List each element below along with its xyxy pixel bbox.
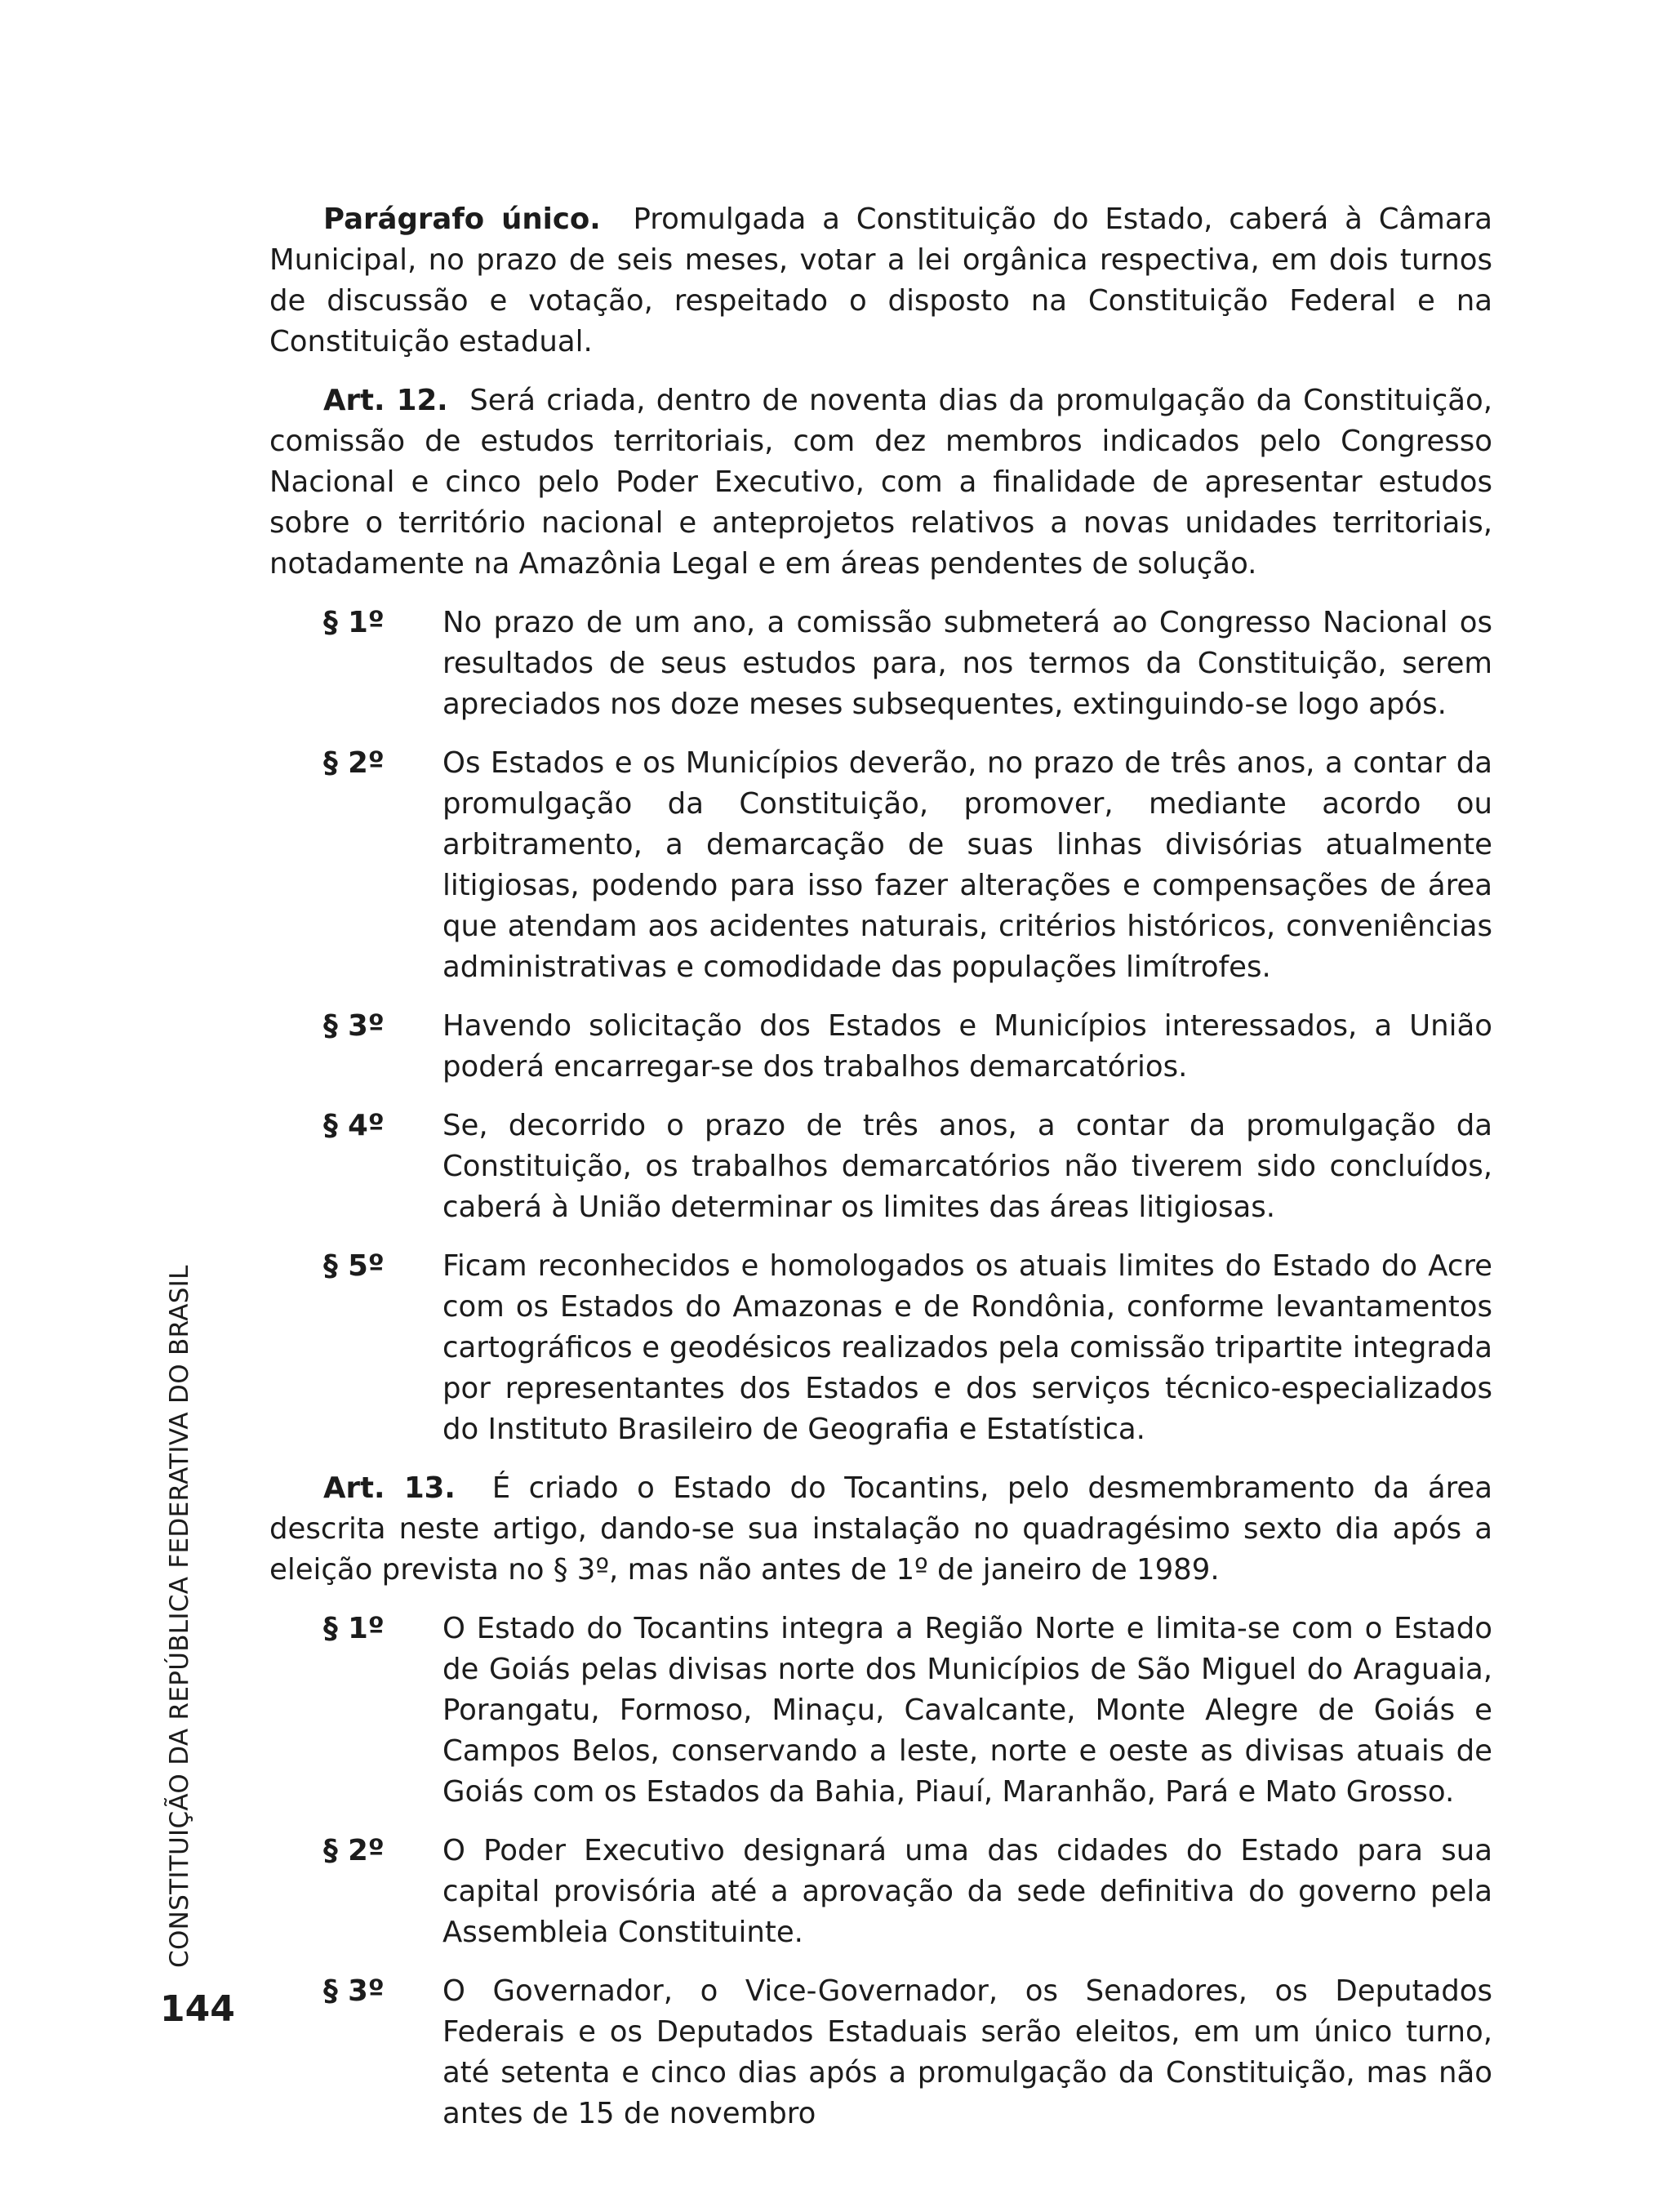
art-12-section-2 xyxy=(269,743,1492,988)
art-13-section-3 xyxy=(269,1971,1492,2134)
art-12-text: Será criada, dentro de noventa dias da promulgação da Constituição, comissão de estudos territoriais, com dez membros indicados pelo Congresso Nacional e cinco pelo Poder Executivo, com a finalidade de apresentar estudos sobre o território nacional e anteprojetos relativos a novas unidades territoriais, notadamente na Amazônia Legal e em áreas pendentes de solução. xyxy=(269,384,1492,581)
section-text: Os Estados e os Municípios deverão, no prazo de três anos, a contar da promulgação da Constituição, promover, mediante acordo ou arbitramento, a demarcação de suas linhas divisórias atualmente litigiosas, podendo para isso fazer alterações e compensações de área que atendam aos acidentes naturais, critérios históricos, conveniências administrativas e comodidade das populações limítrofes. xyxy=(442,746,1492,984)
section-label: § 2º xyxy=(323,1834,385,1867)
document-body xyxy=(269,199,1492,2152)
art-12-section-5 xyxy=(269,1246,1492,1450)
section-label: § 3º xyxy=(323,1009,385,1043)
paragrafo-unico-text: Promulgada a Constituição do Estado, caberá à Câmara Municipal, no prazo de seis meses, votar a lei orgânica respectiva, em dois turnos de discussão e votação, respeitado o disposto na Constituição Federal e na Constituição estadual. xyxy=(269,203,1492,358)
section-label: § 4º xyxy=(323,1109,385,1142)
section-text: Ficam reconhecidos e homologados os atuais limites do Estado do Acre com os Estados do Amazonas e de Rondônia, conforme levantamentos cartográficos e geodésicos realizados pela comissão tripartite integrada por representantes dos Estados e dos serviços técnico-especializados do Instituto Brasileiro de Geografia e Estatística. xyxy=(442,1249,1492,1446)
section-label: § 2º xyxy=(323,746,385,780)
page-number: 144 xyxy=(160,1988,235,2030)
paragrafo-unico xyxy=(269,199,1492,363)
art-13-text: É criado o Estado do Tocantins, pelo desmembramento da área descrita neste artigo, dando-se sua instalação no quadragésimo sexto dia após a eleição prevista no § 3º, mas não antes de 1º de janeiro de 1989. xyxy=(269,1471,1492,1587)
art-12-label: Art. 12. xyxy=(323,384,448,417)
section-text: Se, decorrido o prazo de três anos, a contar da promulgação da Constituição, os trabalhos demarcatórios não tiverem sido concluídos, caberá à União determinar os limites das áreas litigiosas. xyxy=(442,1109,1492,1224)
art-13-section-2 xyxy=(269,1831,1492,1953)
art-13-section-1 xyxy=(269,1609,1492,1813)
paragrafo-unico-label: Parágrafo único. xyxy=(323,203,601,236)
art-12-section-4 xyxy=(269,1106,1492,1228)
art-13-label: Art. 13. xyxy=(323,1471,456,1505)
section-text: O Governador, o Vice-Governador, os Senadores, os Deputados Federais e os Deputados Estaduais serão eleitos, em um único turno, até setenta e cinco dias após a promulgação da Constituição, mas não antes de 15 de novembro xyxy=(442,1974,1492,2130)
section-text: No prazo de um ano, a comissão submeterá ao Congresso Nacional os resultados de seus estudos para, nos termos da Constituição, serem apreciados nos doze meses subsequentes, extinguindo-se logo após. xyxy=(442,606,1492,721)
art-12 xyxy=(269,381,1492,585)
section-text: O Estado do Tocantins integra a Região Norte e limita-se com o Estado de Goiás pelas divisas norte dos Municípios de São Miguel do Araguaia, Porangatu, Formoso, Minaçu, Cavalcante, Monte Alegre de Goiás e Campos Belos, conservando a leste, norte e oeste as divisas atuais de Goiás com os Estados da Bahia, Piauí, Maranhão, Pará e Mato Grosso. xyxy=(442,1612,1492,1809)
section-label: § 1º xyxy=(323,1612,385,1645)
art-12-section-1 xyxy=(269,603,1492,725)
section-label: § 1º xyxy=(323,606,385,639)
section-label: § 5º xyxy=(323,1249,385,1283)
section-text: O Poder Executivo designará uma das cidades do Estado para sua capital provisória até a aprovação da sede definitiva do governo pela Assembleia Constituinte. xyxy=(442,1834,1492,1949)
section-text: Havendo solicitação dos Estados e Municípios interessados, a União poderá encarregar-se dos trabalhos demarcatórios. xyxy=(442,1009,1492,1084)
running-side-title: CONSTITUIÇÃO DA REPÚBLICA FEDERATIVA DO BRASIL xyxy=(165,1265,194,1968)
section-label: § 3º xyxy=(323,1974,385,2008)
art-12-section-3 xyxy=(269,1006,1492,1088)
art-13 xyxy=(269,1468,1492,1591)
